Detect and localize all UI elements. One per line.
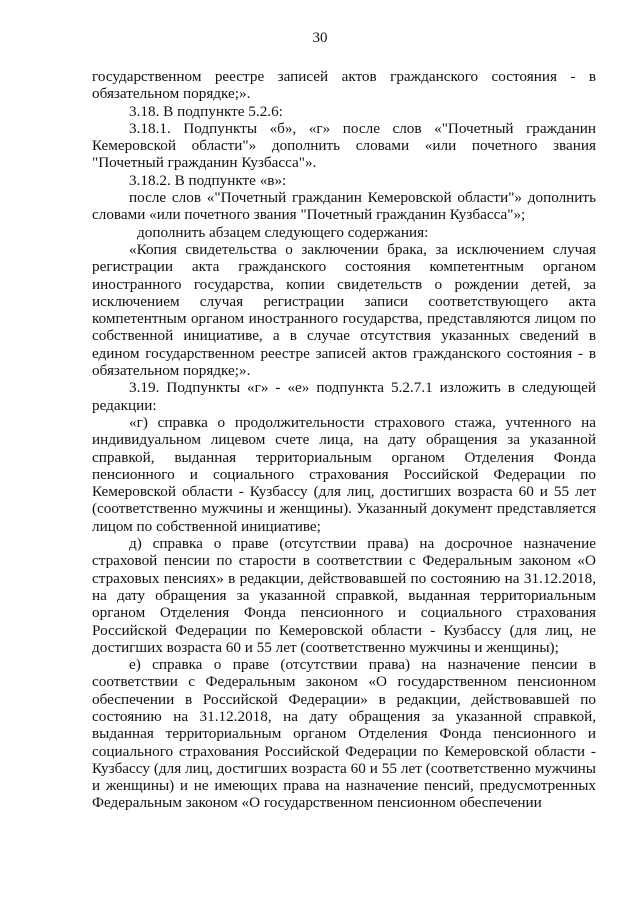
page-number: 30 <box>312 30 328 46</box>
paragraph: е) справка о праве (отсутствии права) на назначение пенсии в соответствии с Федеральным законом «О государственном пенсионном обеспечении в Российской Федерации» в редакции, действовавшей по состоянию на 31.12.2018, на дату обращения за указанной справкой, выданная территориальным органом Отделения Фонда пенсионного и социального страхования Российской Федерации по Кемеровской области - Кузбассу (для лиц, достигших возраста 60 и 55 лет (соответственно мужчины и женщины) и не имеющих права на назначение пенсий, предусмотренных Федеральным законом «О государственном пенсионном обеспечении <box>92 656 596 812</box>
paragraph: дополнить абзацем следующего содержания: <box>137 223 429 241</box>
paragraph: после слов «"Почетный гражданин Кемеровской области"» дополнить словами «или почетного звания "Почетный гражданин Кузбасса"»; <box>92 189 596 224</box>
paragraph: «Копия свидетельства о заключении брака, за исключением случая регистрации акта гражданского состояния компетентным органом иностранного государства, копии свидетельств о рождении детей, за исключением случая регистрации записи соответствующего акта компетентным органом иностранного государства, представляются лицом по собственной инициативе, а в случае отсутствия указанных сведений в едином государственном реестре записей актов гражданского состояния - в обязательном порядке;». <box>92 240 596 380</box>
paragraph: д) справка о праве (отсутствии права) на досрочное назначение страховой пенсии по старости в соответствии с Федеральным законом «О страховых пенсиях» в редакции, действовавшей по состоянию на 31.12.2018, на дату обращения за указанной справкой, выданная территориальным органом Отделения Фонда пенсионного и социального страхования Российской Федерации по Кемеровской области - Кузбассу (для лиц, не достигших возраста 60 и 55 лет (соответственно мужчины и женщины); <box>92 535 596 656</box>
paragraph: 3.19. Подпункты «г» - «е» подпункта 5.2.7.1 изложить в следующей редакции: <box>92 379 596 414</box>
paragraph: 3.18.2. В подпункте «в»: <box>129 171 287 189</box>
paragraph: «г) справка о продолжительности страхового стажа, учтенного на индивидуальном лицевом счете лица, на дату обращения за указанной справкой, выданная территориальным органом Отделения Фонда пенсионного и социального страхования Российской Федерации по Кемеровской области - Кузбассу (для лиц, достигших возраста 60 и 55 лет (соответственно мужчины и женщины). Указанный документ представляется лицом по собственной инициативе; <box>92 413 596 535</box>
document-body <box>92 68 596 812</box>
paragraph: государственном реестре записей актов гражданского состояния - в обязательном порядке;». <box>92 68 596 103</box>
paragraph: 3.18. В подпункте 5.2.6: <box>129 102 283 120</box>
paragraph: 3.18.1. Подпункты «б», «г» после слов «"Почетный гражданин Кемеровской области"» дополнить словами «или почетного звания "Почетный гражданин Кузбасса"». <box>92 119 596 172</box>
